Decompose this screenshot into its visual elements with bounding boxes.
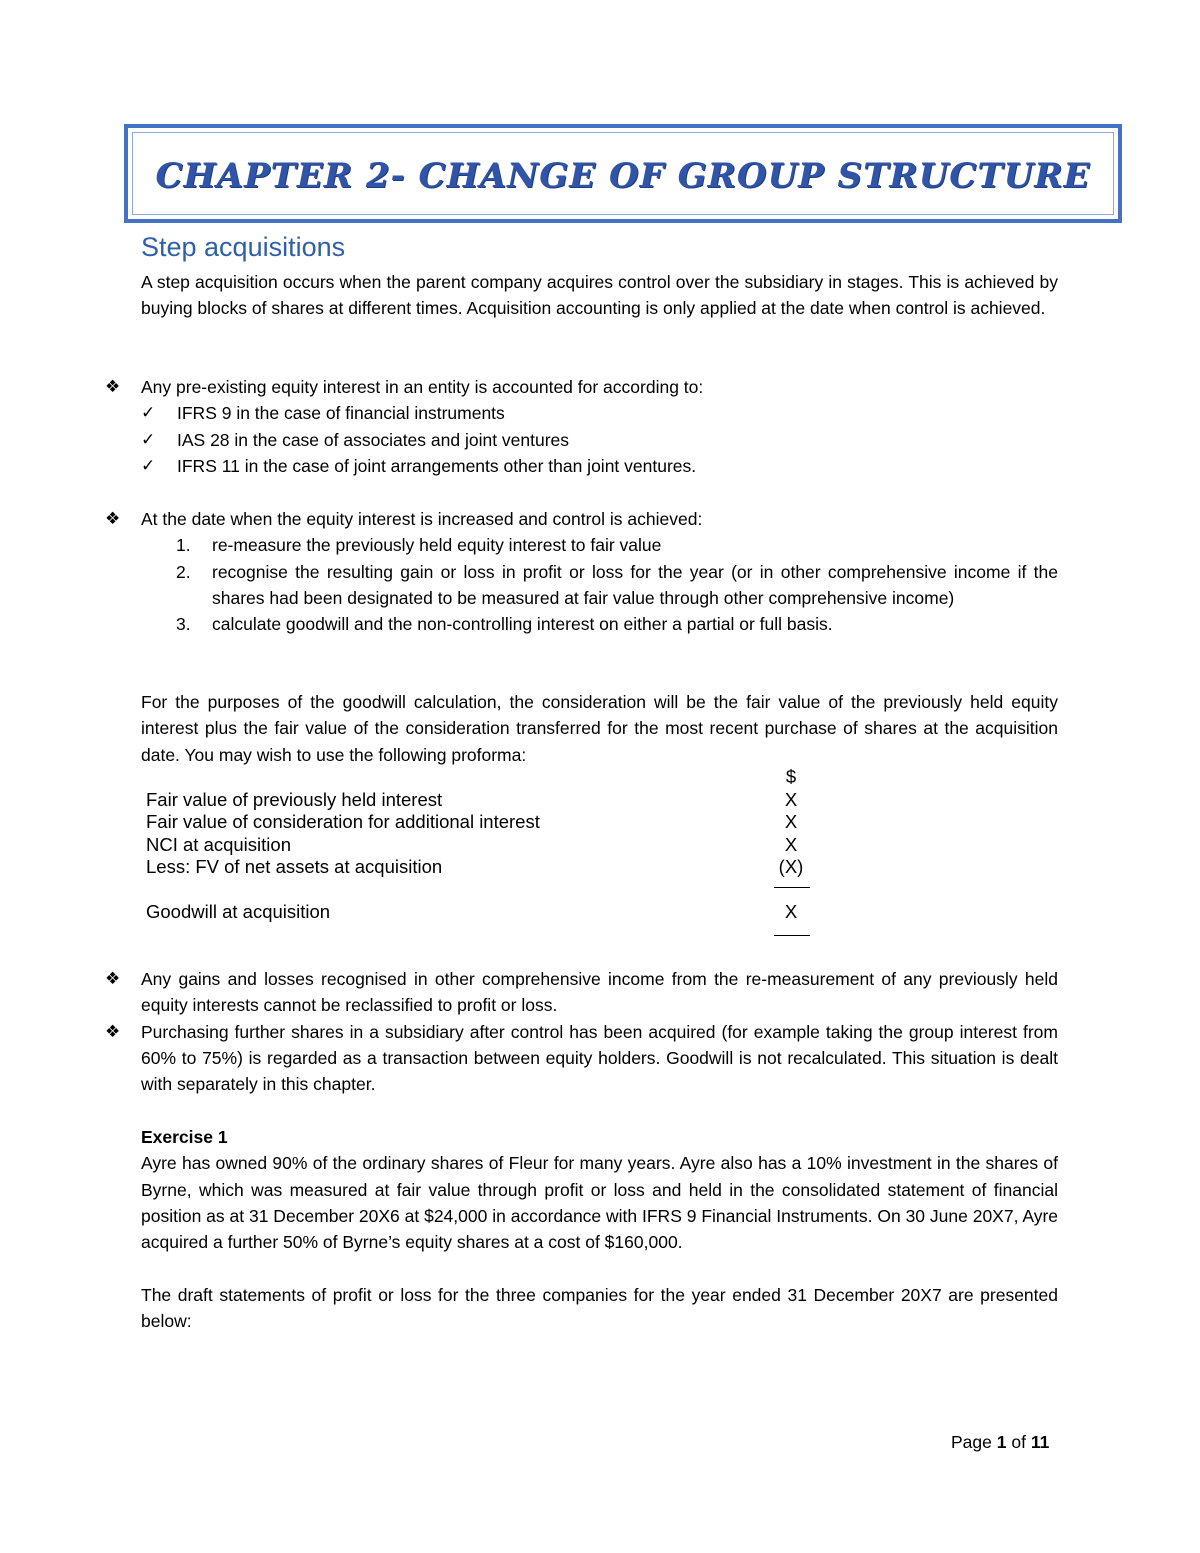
proforma-label: Fair value of previously held interest: [146, 788, 443, 810]
proforma-label: NCI at acquisition: [146, 833, 291, 855]
check-item: [141, 400, 1058, 426]
bullet-text: Any gains and losses recognised in other comprehensive income from the re-measurement of any previously held equity interests cannot be reclassified to profit or loss.: [141, 969, 1058, 1016]
goodwill-paragraph: [141, 689, 1058, 768]
bullet-item: [105, 374, 1058, 400]
checkmark-icon: ✓: [141, 403, 156, 423]
goodwill-proforma: [146, 766, 826, 946]
diamond-bullet-icon: ❖: [105, 969, 121, 988]
proforma-value: X: [784, 788, 798, 810]
numbered-item: [141, 532, 1058, 558]
check-item-text: IFRS 9 in the case of financial instruments: [177, 403, 505, 424]
proforma-value: X: [784, 811, 798, 832]
check-item-text: IFRS 11 in the case of joint arrangements other than joint ventures.: [177, 455, 697, 476]
check-item-text: IAS 28 in the case of associates and joint ventures: [177, 429, 570, 450]
chapter-title: CHAPTER 2- CHANGE OF GROUP STRUCTURE: [155, 156, 1091, 196]
diamond-bullet-icon: ❖: [105, 509, 121, 528]
bullet-text: Any pre-existing equity interest in an entity is accounted for according to:: [141, 377, 704, 397]
proforma-header-row: [146, 766, 826, 789]
chapter-title-box: [124, 124, 1122, 223]
page-footer: [951, 1432, 1049, 1453]
total-pages: 11: [1030, 1432, 1050, 1452]
draft-paragraph: [141, 1282, 1058, 1335]
proforma-row: [146, 834, 826, 857]
numbered-item: [141, 611, 1058, 637]
currency-symbol: $: [785, 766, 797, 787]
bullet-list-1: [105, 374, 1058, 479]
section-heading: Step acquisitions: [141, 232, 346, 262]
numbered-item-text: recognise the resulting gain or loss in profit or loss for the year (or in other comprehensive income if the shares had been designated to be measured at fair value through other comprehensive income): [212, 561, 1058, 608]
proforma-total-value: X: [784, 900, 798, 922]
check-item: [141, 427, 1058, 453]
bullet-list-2: [105, 506, 1058, 637]
item-number: 1.: [176, 535, 191, 556]
exercise-title: Exercise 1: [141, 1127, 228, 1147]
goodwill-text: For the purposes of the goodwill calculation, the consideration will be the fair value of the previously held equity interest plus the fair value of the consideration transferred for the most recent purchase of shares at the acquisition date. You may wish to use the following proforma:: [141, 692, 1058, 765]
proforma-row: [146, 789, 826, 812]
draft-text: The draft statements of profit or loss for the three companies for the year ended 31 December 20X7 are presented below:: [141, 1285, 1058, 1332]
subtotal-rule: [774, 887, 810, 888]
numbered-item: [141, 559, 1058, 612]
page-label: Page: [951, 1432, 992, 1452]
bullet-text: At the date when the equity interest is increased and control is achieved:: [141, 509, 703, 529]
bullet-item: [105, 1019, 1058, 1098]
proforma-label: Less: FV of net assets at acquisition: [146, 856, 443, 877]
exercise-text: Ayre has owned 90% of the ordinary shares of Fleur for many years. Ayre also has a 10% investment in the shares of Byrne, which was measured at fair value through profit or loss and held in the consolidated statement of financial position as at 31 December 20X6 at $24,000 in accordance with IFRS 9 Financial Instruments. On 30 June 20X7, Ayre acquired a further 50% of Byrne’s equity shares at a cost of $160,000.: [141, 1153, 1059, 1253]
of-label: of: [1011, 1432, 1026, 1452]
check-item: [141, 453, 1058, 479]
proforma-value: X: [784, 833, 798, 855]
proforma-value: (X): [778, 856, 804, 877]
item-number: 2.: [176, 561, 191, 582]
diamond-bullet-icon: ❖: [105, 377, 121, 396]
intro-text: A step acquisition occurs when the parent company acquires control over the subsidiary in stages. This is achieved by buying blocks of shares at different times. Acquisition accounting is only applied at the date when control is achieved.: [141, 272, 1058, 319]
total-rule: [774, 935, 810, 936]
bullet-text: Purchasing further shares in a subsidiary after control has been acquired (for example taking the group interest from 60% to 75%) is regarded as a transaction between equity holders. Goodwill is not recalculated. This situation is dealt with separately in this chapter.: [141, 1021, 1058, 1095]
diamond-bullet-icon: ❖: [105, 1021, 121, 1041]
proforma-label: Fair value of consideration for additional interest: [146, 811, 540, 832]
bullet-list-3: [105, 966, 1058, 1097]
bullet-item: [105, 506, 1058, 532]
item-number: 3.: [176, 614, 191, 635]
numbered-item-text: re-measure the previously held equity interest to fair value: [212, 535, 662, 556]
proforma-total-row: [146, 901, 826, 924]
page-number: 1: [996, 1432, 1007, 1452]
proforma-row: [146, 811, 826, 834]
proforma-total-label: Goodwill at acquisition: [146, 900, 331, 922]
exercise-section: [141, 1124, 1058, 1255]
checkmark-icon: ✓: [141, 455, 156, 475]
checkmark-icon: ✓: [141, 429, 156, 449]
bullet-item: [105, 966, 1058, 1019]
intro-paragraph: [141, 269, 1058, 322]
proforma-rule-row: [146, 879, 826, 901]
proforma-row: [146, 856, 826, 879]
proforma-rule-row: [146, 923, 826, 946]
numbered-item-text: calculate goodwill and the non-controlling interest on either a partial or full basis.: [212, 614, 833, 635]
